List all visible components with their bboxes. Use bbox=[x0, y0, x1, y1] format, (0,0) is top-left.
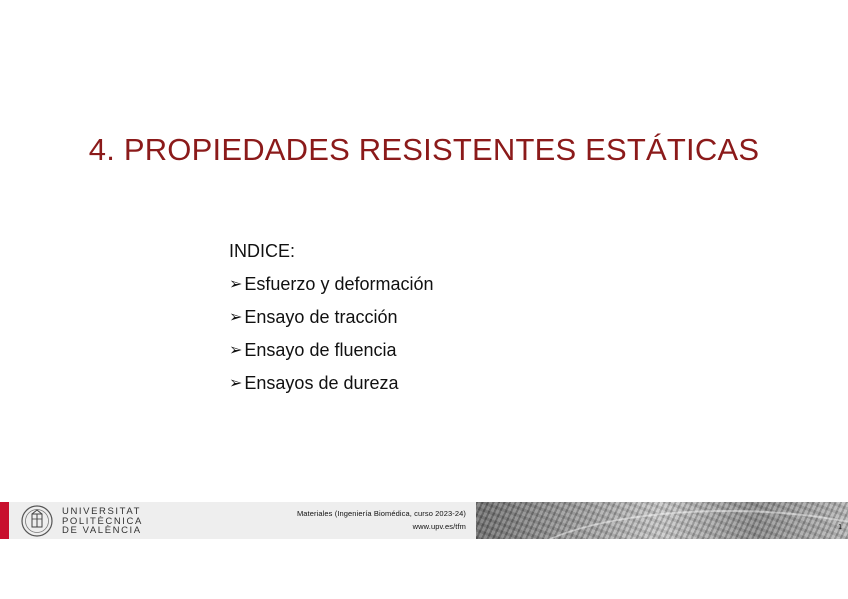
arrow-bullet-icon: ➢ bbox=[229, 308, 243, 326]
university-name-line: UNIVERSITAT bbox=[62, 506, 142, 517]
index-item-label: Ensayos de dureza bbox=[244, 373, 399, 393]
course-text: Materiales (Ingeniería Biomédica, curso 2023-24) bbox=[296, 509, 466, 518]
university-name bbox=[62, 507, 143, 536]
photo-detail bbox=[516, 510, 848, 539]
footer-bar bbox=[0, 502, 848, 539]
university-name-line: POLITÈCNICA bbox=[62, 515, 143, 527]
page-number: 1 bbox=[838, 524, 842, 531]
university-name-line: DE VALÈNCIA bbox=[62, 525, 142, 536]
index-item-label: Ensayo de tracción bbox=[244, 307, 398, 327]
campus-photo bbox=[476, 502, 848, 539]
website-link[interactable]: www.upv.es/tfm bbox=[412, 522, 466, 531]
arrow-bullet-icon: ➢ bbox=[229, 374, 243, 392]
index-item-label: Esfuerzo y deformación bbox=[244, 274, 434, 294]
index-heading: INDICE: bbox=[229, 241, 296, 261]
index-item bbox=[229, 367, 434, 400]
index-item bbox=[229, 301, 434, 334]
footer-course-info bbox=[297, 507, 466, 533]
index-list bbox=[229, 268, 434, 400]
index-item bbox=[229, 334, 434, 367]
index-section bbox=[229, 238, 434, 400]
arrow-bullet-icon: ➢ bbox=[229, 341, 243, 359]
university-seal-icon bbox=[21, 505, 53, 537]
index-item bbox=[229, 268, 434, 301]
footer-accent-stripe bbox=[0, 502, 9, 539]
index-item-label: Ensayo de fluencia bbox=[244, 340, 397, 360]
slide-title: 4. PROPIEDADES RESISTENTES ESTÁTICAS bbox=[88, 132, 760, 167]
arrow-bullet-icon: ➢ bbox=[229, 275, 243, 293]
